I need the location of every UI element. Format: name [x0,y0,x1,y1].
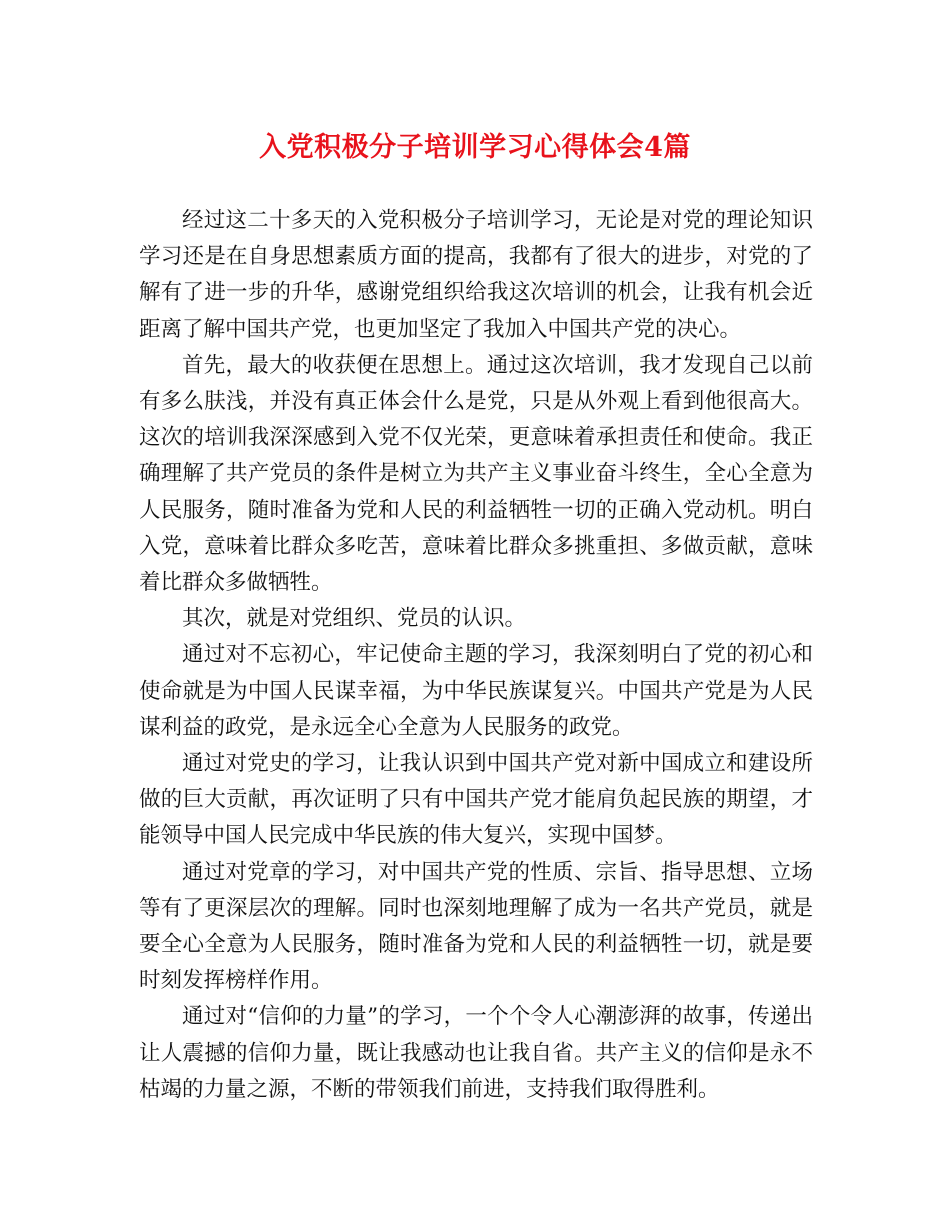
paragraph-5: 通过对党史的学习，让我认识到中国共产党对新中国成立和建设所做的巨大贡献，再次证明了只有中国共产党才能肩负起民族的期望，才能领导中国人民完成中华民族的伟大复兴，实现中国梦。 [139,751,813,849]
paragraph-2: 首先，最大的收获便在思想上。通过这次培训，我才发现自己以前有多么肤浅，并没有真正体会什么是党，只是从外观上看到他很高大。这次的培训我深深感到入党不仅光荣，更意味着承担责任和使命。我正确理解了共产党员的条件是树立为共产主义事业奋斗终生，全心全意为人民服务，随时准备为党和人民的利益牺牲一切的正确入党动机。明白入党，意味着比群众多吃苦，意味着比群众多挑重担、多做贡献，意味着比群众多做牺牲。 [139,352,813,596]
paragraph-3: 其次，就是对党组织、党员的认识。 [182,606,527,632]
paragraph-7: 通过对“信仰的力量”的学习，一个个令人心潮澎湃的故事，传递出让人震撼的信仰力量，既让我感动也让我自省。共产主义的信仰是永不枯竭的力量之源，不断的带领我们前进，支持我们取得胜利。 [139,1004,813,1102]
paragraph-6: 通过对党章的学习，对中国共产党的性质、宗旨、指导思想、立场等有了更深层次的理解。同时也深刻地理解了成为一名共产党员，就是要全心全意为人民服务，随时准备为党和人民的利益牺牲一切，就是要时刻发挥榜样作用。 [139,859,813,994]
paragraph-1: 经过这二十多天的入党积极分子培训学习，无论是对党的理论知识学习还是在自身思想素质方面的提高，我都有了很大的进步，对党的了解有了进一步的升华，感谢党组织给我这次培训的机会，让我有机会近距离了解中国共产党，也更加坚定了我加入中国共产党的决心。 [139,208,813,342]
document-body [139,203,813,1108]
document-title: 入党积极分子培训学习心得体会4篇 [259,132,691,163]
paragraph-4: 通过对不忘初心，牢记使命主题的学习，我深刻明白了党的初心和使命就是为中国人民谋幸福，为中华民族谋复兴。中国共产党是为人民谋利益的政党，是永远全心全意为人民服务的政党。 [139,642,813,740]
